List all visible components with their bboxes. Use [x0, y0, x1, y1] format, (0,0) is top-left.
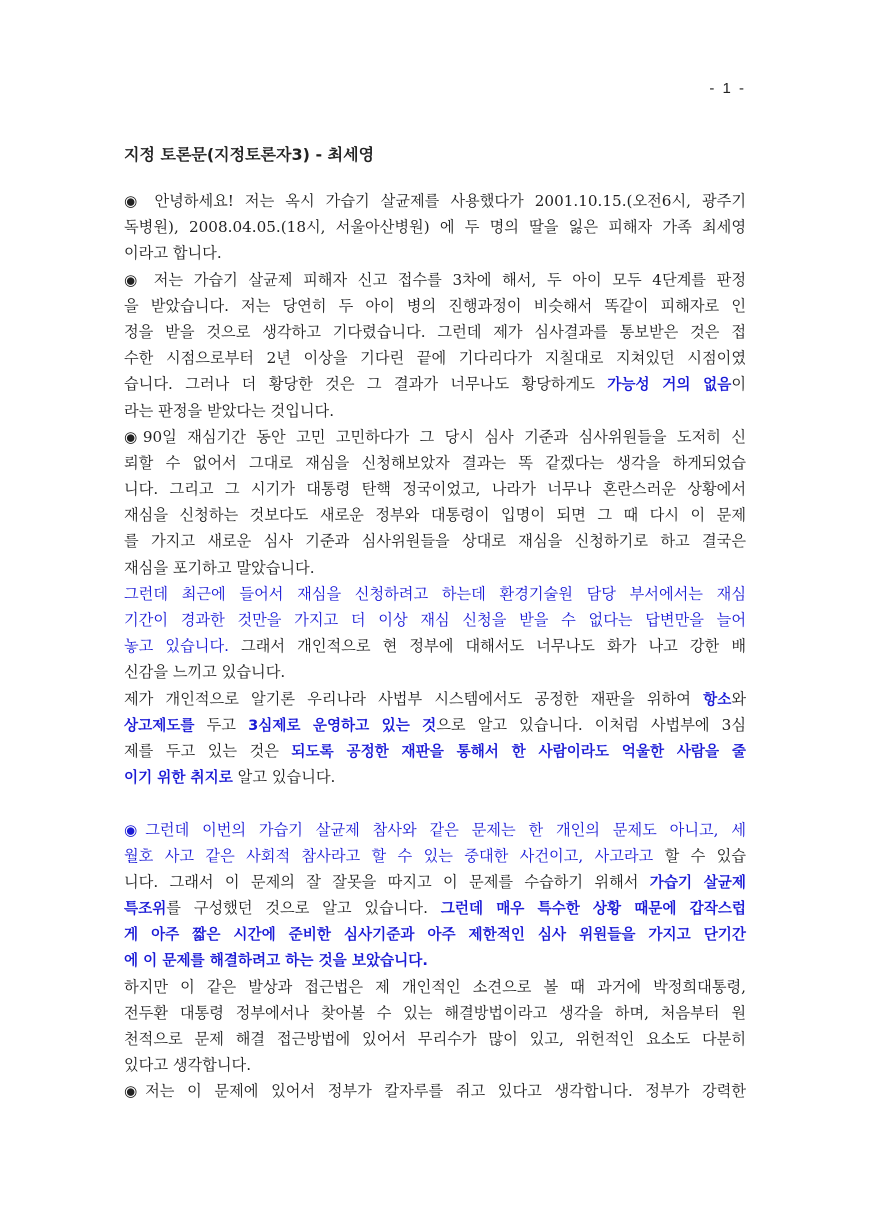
text-segment: 수한 시점으로부터 2년 이상을 기다린 끝에 기다리다가 지칠대로 지쳐있던 시점이였 [124, 349, 746, 368]
highlighted-text: 이기 위한 취지로 [124, 769, 233, 787]
text-segment: 천적으로 문제 해결 접근방법에 있어서 무리수가 많이 있고, 위헌적인 요소도 다분히 [124, 1030, 746, 1048]
text-line [124, 921, 746, 947]
highlighted-text: 놓고 있습니다. [124, 637, 229, 656]
text-line [124, 712, 746, 738]
text-line [124, 476, 746, 502]
text-line [124, 345, 746, 371]
text-segment: 신감을 느끼고 있습니다. [124, 663, 286, 682]
text-segment: ◉저는 이 문제에 있어서 정부가 칼자루를 쥐고 있다고 생각합니다. 정부가 강력한 [124, 1082, 746, 1101]
text-segment: 재심을 신청하는 것보다도 새로운 정부와 대통령이 입명이 되면 그 때 다시 이 문제 [124, 506, 746, 525]
text-segment: 그래서 개인적으로 현 정부에 대해서도 너무나도 화가 나고 강한 배 [228, 637, 746, 656]
text-segment: 습니다. 그러나 더 황당한 것은 그 결과가 너무나도 황당하게도 [124, 375, 608, 394]
highlighted-text: ◉그런데 이번의 가습기 살균제 참사와 같은 문제는 한 개인의 문제도 아니고, 세 [124, 820, 746, 839]
highlighted-text: 기간이 경과한 것만을 가지고 더 이상 재심 신청을 받을 수 없다는 답변만을 늘어 [124, 611, 746, 629]
highlighted-text: 상고제도를 [124, 716, 195, 734]
text-segment: 알고 있습니다. [232, 768, 336, 787]
text-segment: 를 가지고 새로운 심사 기준과 심사위원들을 상대로 재심을 신청하기로 하고 결국은 [124, 532, 746, 551]
text-segment: 를 구성했던 것으로 알고 있습니다. [166, 899, 441, 918]
text-line [124, 424, 746, 450]
text-line [124, 1078, 746, 1104]
text-line [124, 214, 746, 240]
text-segment: 제가 개인적으로 알기론 우리나라 사법부 시스템에서도 공정한 재판을 위하여 [124, 689, 704, 708]
highlighted-text: 가습기 살균제 [649, 873, 746, 891]
text-line [124, 659, 746, 685]
highlighted-text: 게 아주 짧은 시간에 준비한 심사기준과 아주 제한적인 심사 위원들을 가지고 단기간 [124, 926, 746, 944]
highlighted-text: 가능성 거의 없음 [607, 376, 732, 394]
highlighted-text: 되도록 공정한 재판을 통해서 한 사람이라도 억울한 사람을 줄 [291, 742, 746, 760]
highlighted-text: 그런데 최근에 들어서 재심을 신청하려고 하는데 환경기술원 담당 부서에서는 재심 [124, 584, 746, 603]
text-line [124, 686, 746, 712]
text-line [124, 188, 746, 214]
text-segment: ◉90일 재심기간 동안 고민 고민하다가 그 당시 심사 기준과 심사위원들을 도저히 신 [124, 427, 746, 446]
text-line [124, 738, 746, 764]
highlighted-text: 에 이 문제를 해결하려고 하는 것을 보았습니다. [124, 952, 428, 970]
text-segment: 니다. 그리고 그 시기가 대통령 탄핵 정국이었고, 나라가 너무나 혼란스러운 상황에서 [124, 480, 746, 499]
paragraph-gap [124, 790, 746, 816]
document-title: 지정 토론문(지정토론자3) - 최세영 [124, 145, 375, 164]
text-segment: 두고 [194, 715, 249, 734]
text-line [124, 293, 746, 319]
text-line [124, 764, 746, 790]
text-line [124, 895, 746, 921]
highlighted-text: 특조위 [124, 900, 167, 918]
text-segment: 라는 판정을 받았다는 것입니다. [124, 401, 335, 420]
text-line [124, 502, 746, 528]
text-segment: 이 [731, 375, 746, 394]
text-line [124, 817, 746, 843]
text-line [124, 633, 746, 659]
text-segment: 전두환 대통령 정부에서나 찾아볼 수 있는 해결방법이라고 생각을 하며, 처음부터 원 [124, 1003, 746, 1022]
highlighted-text: 항소 [703, 690, 732, 708]
text-segment: 있다고 생각합니다. [124, 1056, 252, 1075]
text-segment: 뢰할 수 없어서 그대로 재심을 신청해보았자 결과는 똑 같겠다는 생각을 하게되었습 [124, 453, 746, 472]
text-segment: 으로 알고 있습니다. 이처럼 사법부에 3심 [436, 715, 747, 734]
text-segment: 와 [731, 689, 746, 708]
highlighted-text: 월호 사고 같은 사회적 참사라고 할 수 있는 중대한 사건이고, 사고라고 [124, 846, 654, 865]
text-segment: 하지만 이 같은 발상과 접근법은 제 개인적인 소견으로 볼 때 과거에 박정희대통령, [124, 977, 746, 996]
text-line [124, 607, 746, 633]
highlighted-text: 3심제로 운영하고 있는 것 [248, 716, 437, 734]
text-segment: 할 수 있습 [653, 846, 746, 865]
text-segment: 정을 받을 것으로 생각하고 기다렸습니다. 그런데 제가 심사결과를 통보받은 것은 접 [124, 322, 746, 341]
text-line [124, 1026, 746, 1052]
text-line [124, 843, 746, 869]
text-line [124, 1000, 746, 1026]
text-line [124, 974, 746, 1000]
text-line [124, 450, 746, 476]
page-number: - 1 - [709, 80, 746, 97]
text-segment: 이라고 합니다. [124, 244, 222, 263]
text-line [124, 240, 746, 266]
text-segment: 재심을 포기하고 말았습니다. [124, 558, 315, 577]
text-segment: 니다. 그래서 이 문제의 잘 잘못을 따지고 이 문제를 수습하기 위해서 [124, 872, 650, 891]
text-line [124, 371, 746, 397]
document-body [124, 188, 746, 1105]
text-segment: 제를 두고 있는 것은 [124, 741, 292, 760]
text-line [124, 267, 746, 293]
highlighted-text: 그런데 매우 특수한 상황 때문에 갑작스럽 [440, 900, 746, 918]
text-line [124, 319, 746, 345]
text-segment: 을 받았습니다. 저는 당연히 두 아이 병의 진행과정이 비슷해서 똑같이 피해자로 인 [124, 296, 746, 315]
text-line [124, 555, 746, 581]
text-segment: ◉ 저는 가습기 살균제 피해자 신고 접수를 3차에 해서, 두 아이 모두 4단계를 판정 [124, 270, 746, 289]
text-line [124, 869, 746, 895]
text-line [124, 398, 746, 424]
text-segment: 독병원), 2008.04.05.(18시, 서울아산병원) 에 두 명의 딸을 잃은 피해자 가족 최세영 [124, 218, 746, 237]
text-line [124, 581, 746, 607]
text-segment: ◉ 안녕하세요! 저는 옥시 가습기 살균제를 사용했다가 2001.10.15.(오전6시, 광주기 [124, 192, 746, 210]
text-line [124, 947, 746, 973]
text-line [124, 528, 746, 554]
text-line [124, 1052, 746, 1078]
